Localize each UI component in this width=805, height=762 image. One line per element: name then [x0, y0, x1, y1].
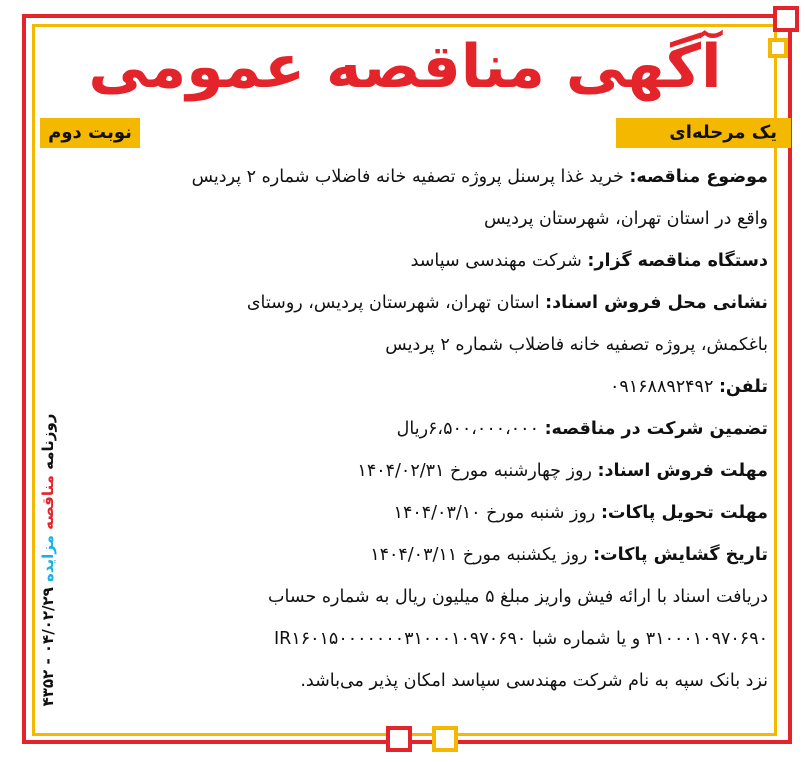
sale-deadline-value: روز چهارشنبه مورخ ۱۴۰۴/۰۲/۳۱	[357, 461, 592, 481]
newspaper-credit	[36, 350, 60, 762]
round-badge: نوبت دوم	[40, 118, 140, 148]
organizer-value: شرکت مهندسی سپاسد	[410, 251, 582, 271]
subject-value: خرید غذا پرسنل پروژه تصفیه خانه فاضلاب شماره ۲ پردیس	[191, 167, 624, 187]
subject-line-2	[72, 198, 768, 240]
payment-line-1	[72, 576, 768, 618]
page-title: آگهی مناقصه عمومی	[88, 32, 722, 102]
newspaper-brand-1: مناقصه	[39, 475, 57, 530]
address-label: نشانی محل فروش اسناد:	[545, 293, 768, 313]
phone-label: تلفن:	[718, 377, 768, 397]
phone-line	[72, 366, 768, 408]
address-line	[72, 282, 768, 324]
sale-deadline-label: مهلت فروش اسناد:	[597, 461, 768, 481]
opening-value: روز یکشنبه مورخ ۱۴۰۴/۰۳/۱۱	[370, 545, 588, 565]
address-value: استان تهران، شهرستان پردیس، روستای	[246, 293, 540, 313]
stage-badge: یک مرحله‌ای	[616, 118, 791, 148]
payment-line-3	[72, 660, 768, 702]
opening-line	[72, 534, 768, 576]
sale-deadline-line	[72, 450, 768, 492]
delivery-value: روز شنبه مورخ ۱۴۰۴/۰۳/۱۰	[393, 503, 596, 523]
subject-label: موضوع مناقصه:	[629, 167, 768, 187]
corner-yellow-square-bottom	[432, 726, 458, 752]
address-value-2: باغکمش، پروژه تصفیه خانه فاضلاب شماره ۲ پردیس	[385, 335, 768, 355]
payment-line-2	[72, 618, 768, 660]
address-line-2	[72, 324, 768, 366]
corner-red-square-bottom	[386, 726, 412, 752]
notice-body	[72, 156, 768, 702]
newspaper-prefix: روزنامه	[39, 413, 57, 470]
corner-red-square-top	[773, 6, 799, 32]
organizer-label: دستگاه مناقصه گزار:	[587, 251, 768, 271]
opening-label: تاریخ گشایش پاکات:	[593, 545, 768, 565]
payment-text-2: ۳۱۰۰۰۱۰۹۷۰۶۹۰ و یا شماره شبا IR۱۶۰۱۵۰۰۰۰۰۰۰۳۱۰۰۰۱۰۹۷۰۶۹۰	[274, 629, 768, 649]
payment-text-1: دریافت اسناد با ارائه فیش واریز مبلغ ۵ میلیون ریال به شماره حساب	[268, 587, 768, 607]
payment-text-3: نزد بانک سپه به نام شرکت مهندسی سپاسد امکان پذیر می‌باشد.	[300, 671, 768, 691]
delivery-line	[72, 492, 768, 534]
subject-value-2: واقع در استان تهران، شهرستان پردیس	[483, 209, 768, 229]
newspaper-brand-2: مزایده	[39, 535, 57, 582]
delivery-label: مهلت تحویل پاکات:	[600, 503, 768, 523]
subject-line	[72, 156, 768, 198]
organizer-line	[72, 240, 768, 282]
guarantee-value: ۶،۵۰۰،۰۰۰،۰۰۰ریال	[396, 419, 539, 439]
guarantee-line	[72, 408, 768, 450]
guarantee-label: تضمین شرکت در مناقصه:	[544, 419, 768, 439]
newspaper-issue: ۰۴/۰۲/۲۹ - ۴۳۵۲	[39, 587, 57, 707]
corner-yellow-square-top	[768, 38, 788, 58]
phone-value: ۰۹۱۶۸۸۹۲۴۹۲	[609, 377, 714, 397]
